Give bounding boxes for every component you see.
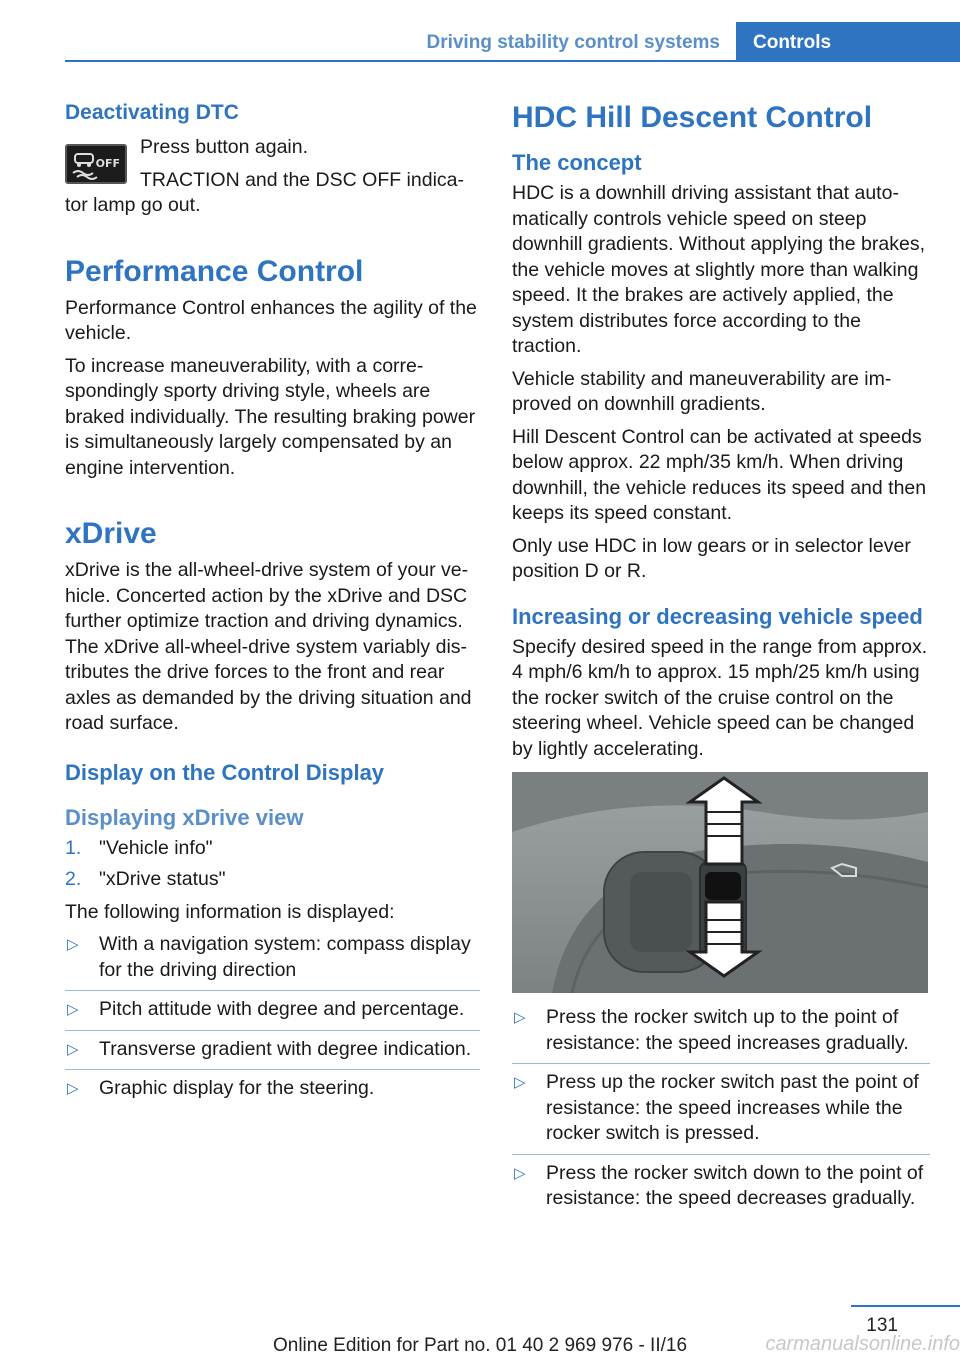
performance-paragraph-1: Performance Control enhances the agility of the vehicle. [65,296,477,344]
steering-wheel-rocker-switch-image [512,772,928,993]
speed-heading: Increasing or decreasing vehicle speed [512,603,923,629]
triangle-bullet-icon: ▷ [67,1040,79,1058]
dtc-paragraph-2b: tor lamp go out. [65,194,201,216]
list-item: 2. "xDrive status" [65,868,226,890]
list-item: ▷ Graphic display for the steering. [65,1069,480,1102]
list-item: ▷ Press the rocker switch down to the point of resistance: the speed decreases gradually. [512,1154,930,1212]
header-section-title: Driving stability control systems [426,32,720,53]
dtc-block [65,100,480,219]
icon-off-label: OFF [95,157,120,170]
concept-paragraph-3: Hill Descent Control can be activated at speeds below approx. 22 mph/35 km/h. When driving downhill, the vehicle reduces its speed and then keeps its speed constant. [512,425,927,524]
triangle-bullet-icon: ▷ [67,936,79,953]
left-column [65,100,480,1109]
triangle-bullet-icon: ▷ [514,1164,526,1182]
steering-wheel-illustration [512,772,928,993]
triangle-bullet-icon: ▷ [67,1080,79,1097]
triangle-bullet-icon: ▷ [514,1074,526,1091]
list-item: ▷ With a navigation system: compass display for the driving direction [67,933,471,981]
concept-paragraph-1: HDC is a downhill driving assistant that automatically controls vehicle speed on steep downhill gradients. Without applying the brakes, the vehicle moves at slightly more than walking speed. It the brakes are actively applied, the system distributes force according to the traction. [512,182,925,357]
dtc-heading: Deactivating DTC [65,101,239,124]
list-item: ▷ Press the rocker switch up to the point of resistance: the speed increases gradually. [514,1006,909,1054]
steps-list [65,836,480,893]
control-display-heading: Display on the Control Display [65,759,385,785]
hdc-heading: HDC Hill Descent Control [512,101,873,134]
performance-control-heading: Performance Control [65,254,364,288]
rocker-bullet-list [512,1005,930,1212]
list-item: ▷ Transverse gradient with degree indication. [65,1030,480,1063]
concept-paragraph-4: Only use HDC in low gears or in selector lever position D or R. [512,534,911,582]
performance-paragraph-2: To increase maneuverability, with a correspondingly sporty driving style, wheels are braked individually. The resulting braking power is simultaneously largely compensated by an engine intervention. [65,354,476,479]
watermark: carmanualsonline.info [765,1333,960,1355]
list-item: ▷ Press up the rocker switch past the point of resistance: the speed increases while the rocker switch is pressed. [512,1063,930,1147]
info-bullet-list [65,932,480,1102]
concept-heading: The concept [512,150,642,175]
xdrive-view-heading: Displaying xDrive view [65,804,304,830]
edition-line: Online Edition for Part no. 01 40 2 969 976 - II/16 [272,1335,688,1356]
dtc-paragraph-1: Press button again. [140,136,309,158]
header-rule [65,60,960,62]
triangle-bullet-icon: ▷ [67,1001,79,1018]
speed-paragraph-1: Specify desired speed in the range from approx. 4 mph/6 km/h to approx. 15 mph/25 km/h using the rocker switch of the cruise control on the steering wheel. Vehicle speed can be changed by lightly accelerating. [512,635,928,760]
page-number: 131 [866,1315,898,1336]
triangle-bullet-icon: ▷ [514,1009,526,1026]
concept-paragraph-2: Vehicle stability and maneuverability are improved on downhill gradients. [512,367,892,415]
xdrive-heading: xDrive [65,517,157,550]
xdrive-paragraph-1: xDrive is the all-wheel-drive system of your vehicle. Concerted action by the xDrive and DSC further optimize traction and driving dynamics. The xDrive all-wheel-drive system variably distributes the drive forces to the front and rear axles as demanded by the driving situation and road surface. [65,559,472,734]
dtc-paragraph-2a: TRACTION and the DSC OFF indica- [140,168,464,191]
right-column [512,100,930,1219]
traction-off-button-icon [65,144,127,184]
list-item: 1. "Vehicle info" [65,836,213,859]
info-intro: The following information is displayed: [65,900,395,923]
header-chapter-tab: Controls [736,22,960,62]
list-item: ▷ Pitch attitude with degree and percentage. [65,990,480,1023]
footer-rule [851,1305,960,1307]
